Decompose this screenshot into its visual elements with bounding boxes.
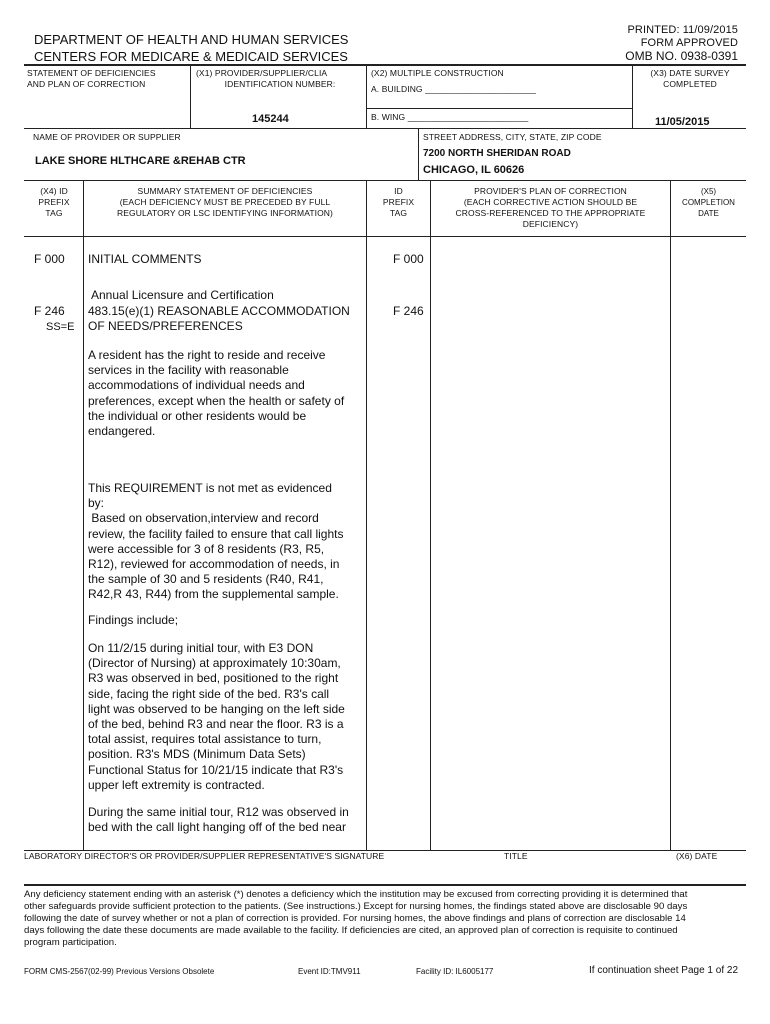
findings-include: Findings include; — [88, 613, 179, 627]
signature-label: LABORATORY DIRECTOR'S OR PROVIDER/SUPPLIER REPRESENTATIVE'S SIGNATURE — [24, 851, 385, 861]
form-approved: FORM APPROVED — [640, 37, 738, 49]
tag-f246-right: F 246 — [393, 304, 424, 318]
annual-licensure: Annual Licensure and Certification — [91, 288, 274, 302]
scope-severity: SS=E — [46, 321, 75, 333]
divider — [366, 180, 367, 850]
x5-header: (X5) COMPLETION DATE — [682, 187, 735, 218]
divider — [632, 64, 633, 128]
centers-title: CENTERS FOR MEDICARE & MEDICAID SERVICES — [34, 49, 348, 64]
divider — [24, 884, 746, 886]
page-indicator: If continuation sheet Page 1 of 22 — [589, 965, 738, 976]
address-line1: 7200 NORTH SHERIDAN ROAD — [423, 148, 571, 159]
tag-f000-right: F 000 — [393, 252, 424, 266]
divider — [24, 180, 746, 181]
address-line2: CHICAGO, IL 60626 — [423, 164, 525, 176]
finding-paragraph: This REQUIREMENT is not met as evidenced by: Based on observation,interview and record review, the facility failed to ensure that call lights were accessible for 3 of 8 residents (R3, R5, R12), reviewed for accommodation of needs, in the sample of 30 and 5 residents (R40, R41, R42,R 43, R44) from the supplemental sample. — [88, 481, 344, 602]
omb-number: OMB NO. 0938-0391 — [625, 49, 738, 63]
x1-value: 145244 — [252, 113, 289, 125]
summary-header: SUMMARY STATEMENT OF DEFICIENCIES (EACH DEFICIENCY MUST BE PRECEDED BY FULL REGULATORY OR LSC IDENTIFYING INFORMATION) — [117, 186, 333, 218]
top-rule — [24, 64, 746, 66]
department-title: DEPARTMENT OF HEALTH AND HUMAN SERVICES — [34, 32, 349, 47]
tag-f246: F 246 — [34, 304, 65, 318]
tag-f000: F 000 — [34, 252, 65, 266]
provider-name: LAKE SHORE HLTHCARE &REHAB CTR — [35, 155, 246, 167]
initial-comments: INITIAL COMMENTS — [88, 252, 202, 266]
requirement-paragraph: A resident has the right to reside and receive services in the facility with reasonable accommodations of individual needs and preferences, except when the health or safety of the individual or other residents would be endangered. — [88, 348, 345, 439]
printed-date: PRINTED: 11/09/2015 — [627, 24, 738, 36]
observation-paragraph: On 11/2/15 during initial tour, with E3 DON (Director of Nursing) at approximately 10:30am, R3 was observed in bed, positioned to the right side, facing the right side of the bed. R3's call light was observed to be hanging on the left side of the bed, behind R3 and near the floor. R3 is a total assist, requires total assistance to turn, position. R3's MDS (Minimum Data Sets) Functional Status for 10/21/15 indicate that R3's upper left extremity is contracted. — [88, 641, 345, 792]
title-label: TITLE — [504, 851, 528, 861]
address-label: STREET ADDRESS, CITY, STATE, ZIP CODE — [423, 132, 602, 142]
divider — [430, 180, 431, 850]
provider-label: NAME OF PROVIDER OR SUPPLIER — [33, 132, 181, 142]
plan-header: PROVIDER'S PLAN OF CORRECTION (EACH CORRECTIVE ACTION SHOULD BE CROSS-REFERENCED TO THE APPROPRIATE DEFICIENCY) — [455, 186, 646, 229]
divider — [418, 128, 419, 180]
divider — [366, 64, 367, 128]
x3-value: 11/05/2015 — [655, 116, 710, 128]
x1-label: (X1) PROVIDER/SUPPLIER/CLIA IDENTIFICATION NUMBER: — [196, 68, 336, 89]
statement-label: STATEMENT OF DEFICIENCIES AND PLAN OF CORRECTION — [27, 68, 156, 89]
form-number: FORM CMS-2567(02-99) Previous Versions Obsolete — [24, 967, 215, 976]
divider — [366, 108, 632, 109]
facility-id: Facility ID: IL6005177 — [416, 967, 494, 976]
x2-label: (X2) MULTIPLE CONSTRUCTION — [371, 68, 504, 78]
divider — [190, 64, 191, 128]
regulation-heading: 483.15(e)(1) REASONABLE ACCOMMODATION OF NEEDS/PREFERENCES — [88, 304, 350, 334]
divider — [670, 180, 671, 850]
observation-paragraph-2: During the same initial tour, R12 was observed in bed with the call light hanging off of the bed near — [88, 805, 349, 835]
x2-wing: B. WING _________________________ — [371, 112, 529, 122]
divider — [83, 180, 84, 850]
date-label: (X6) DATE — [676, 851, 718, 861]
event-id: Event ID:TMV911 — [298, 967, 361, 976]
disclaimer: Any deficiency statement ending with an asterisk (*) denotes a deficiency which the institution may be excused from correcting providing it is determined that other safeguards provide sufficient protection to the patients. (See instructions.) Except for nursing homes, the findings stated above are disclosable 90 days following the date of survey whether or not a plan of correction is provided. For nursing homes, the above findings and plans of correction are disclosable 14 days following the date these documents are made available to the facility. If deficiencies are cited, an approved plan of correction is requisite to continued program participation. — [24, 889, 688, 948]
x4-header: (X4) ID PREFIX TAG — [38, 186, 70, 218]
divider — [24, 128, 746, 129]
x2-building: A. BUILDING _______________________ — [371, 84, 537, 94]
id-header: ID PREFIX TAG — [382, 186, 415, 218]
x3-label: (X3) DATE SURVEY COMPLETED — [650, 68, 730, 89]
divider — [24, 236, 746, 237]
